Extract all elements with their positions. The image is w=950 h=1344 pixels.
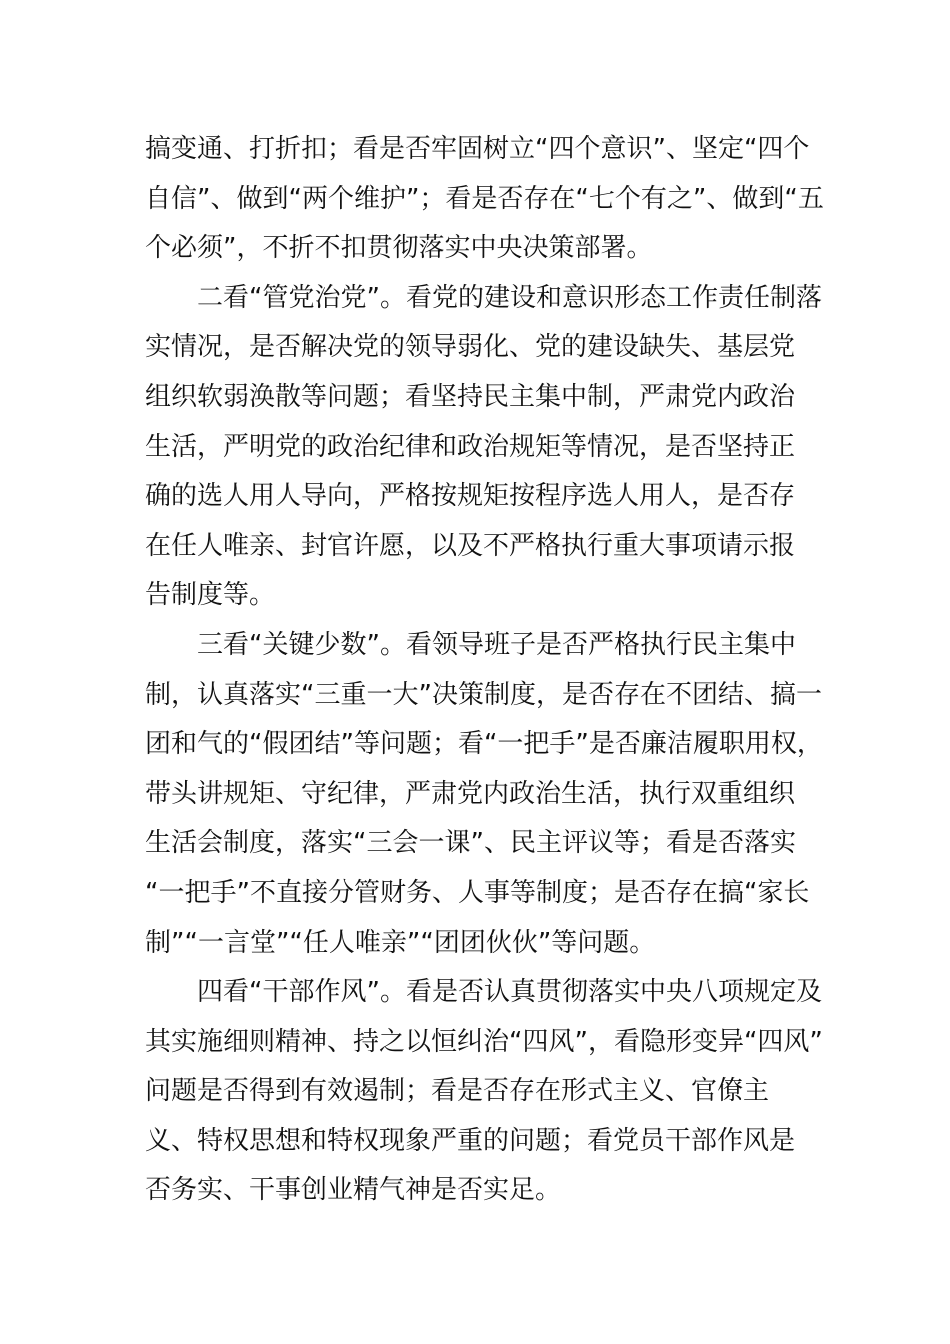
text-line: 在任人唯亲、封官许愿，以及不严格执行重大事项请示报 <box>145 530 796 561</box>
text-line: 问题是否得到有效遏制；看是否存在形式主义、官僚主 <box>145 1076 770 1107</box>
text-line: 个必须”，不折不扣贯彻落实中央决策部署。 <box>145 233 653 264</box>
text-line: 组织软弱涣散等问题；看坚持民主集中制，严肃党内政治 <box>145 381 796 412</box>
text-line: 制”“一言堂”“任人唯亲”“团团伙伙”等问题。 <box>145 927 656 958</box>
paragraph-3-first-line: 三看“关键少数”。看领导班子是否严格执行民主集中 <box>197 629 796 660</box>
text-line: 搞变通、打折扣；看是否牢固树立“四个意识”、坚定“四个 <box>145 134 810 164</box>
text-line: 生活会制度，落实“三会一课”、民主评议等；看是否落实 <box>145 828 796 859</box>
paragraph-4-first-line: 四看“干部作风”。看是否认真贯彻落实中央八项规定及 <box>197 977 822 1008</box>
text-line: 生活，严明党的政治纪律和政治规矩等情况，是否坚持正 <box>145 431 796 462</box>
text-line: 带头讲规矩、守纪律，严肃党内政治生活，执行双重组织 <box>145 778 796 809</box>
text-line: 实情况，是否解决党的领导弱化、党的建设缺失、基层党 <box>145 332 796 363</box>
text-line: “一把手”不直接分管财务、人事等制度；是否存在搞“家长 <box>145 877 810 908</box>
text-line: 告制度等。 <box>145 580 276 611</box>
text-line: 制，认真落实“三重一大”决策制度，是否存在不团结、搞一 <box>145 679 822 710</box>
text-line: 否务实、干事创业精气神是否实足。 <box>145 1175 562 1206</box>
text-line: 义、特权思想和特权现象严重的问题；看党员干部作风是 <box>145 1125 796 1156</box>
text-line: 团和气的“假团结”等问题；看“一把手”是否廉洁履职用权， <box>145 729 823 760</box>
body-text <box>145 125 824 1216</box>
paragraph-2-first-line: 二看“管党治党”。看党的建设和意识形态工作责任制落 <box>197 282 822 313</box>
text-line: 自信”、做到“两个维护”；看是否存在“七个有之”、做到“五 <box>145 183 824 214</box>
text-line: 确的选人用人导向，严格按规矩按程序选人用人，是否存 <box>145 481 796 512</box>
text-line: 其实施细则精神、持之以恒纠治“四风”，看隐形变异“四风” <box>145 1026 823 1057</box>
